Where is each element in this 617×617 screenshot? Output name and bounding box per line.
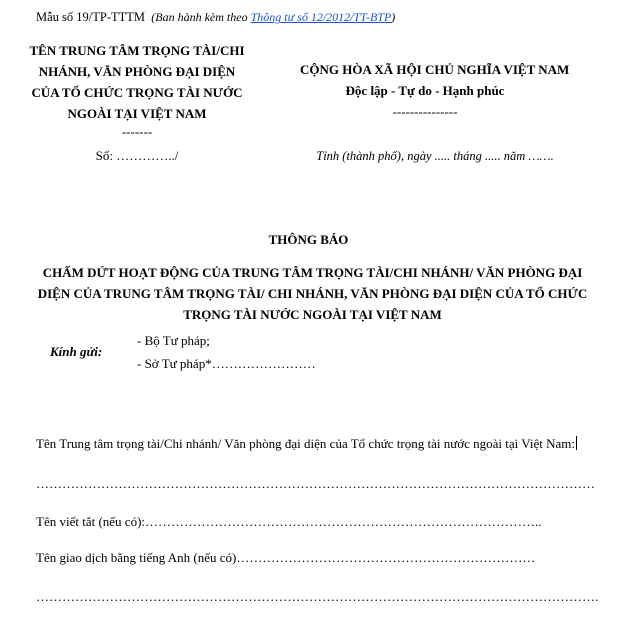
form-code-line: [36, 10, 395, 25]
national-motto: Độc lập - Tự do - Hạnh phúc: [345, 83, 505, 98]
country-name: CỘNG HÒA XÃ HỘI CHỦ NGHĨA VIỆT NAM: [300, 62, 570, 77]
text-cursor: [576, 436, 577, 450]
document-number: Số: …………../: [95, 148, 179, 163]
issued-suffix: ): [391, 10, 396, 24]
organization-name: TÊN TRUNG TÂM TRỌNG TÀI/CHI NHÁNH, VĂN PHÒNG ĐẠI DIỆN CỦA TỔ CHỨC TRỌNG TÀI NƯỚC NGOÀI TẠI VIỆT NAM: [29, 43, 245, 121]
form-code: Mẫu số 19/TP-TTTM: [36, 10, 146, 24]
recipient-department: - Sở Tư pháp*……………………: [137, 356, 316, 371]
document-subject: CHẤM DỨT HOẠT ĐỘNG CỦA TRUNG TÂM TRỌNG TÀI/CHI NHÁNH/ VĂN PHÒNG ĐẠI DIỆN CỦA TRUNG TÂM TRỌNG TÀI/ CHI NHÁNH, VĂN PHÒNG ĐẠI DIỆN CỦA TỔ CHỨC TRỌNG TÀI NƯỚC NGOÀI TẠI VIỆT NAM: [37, 265, 588, 322]
circular-link[interactable]: Thông tư số 12/2012/TT-BTP: [250, 10, 392, 24]
left-divider: -------: [121, 124, 153, 139]
issued-note: [151, 10, 395, 24]
right-divider: ---------------: [392, 104, 458, 119]
field-center-name-blank[interactable]: …………………………………………………………………………………………………………………: [36, 476, 595, 491]
recipient-ministry: - Bộ Tư pháp;: [137, 333, 210, 348]
recipients-label: Kính gửi:: [50, 344, 103, 359]
field-english-name[interactable]: Tên giao dịch bằng tiếng Anh (nếu có)……………………………………………………………: [36, 550, 536, 565]
field-center-name[interactable]: [36, 436, 577, 452]
field-abbreviation[interactable]: Tên viết tắt (nếu có):………………………………………………………………………………..: [36, 514, 542, 529]
issued-prefix: (Ban hành kèm theo: [151, 10, 251, 24]
field-center-name-label: Tên Trung tâm trọng tài/Chi nhánh/ Văn phòng đại diện của Tổ chức trọng tài nước ngoài tại Việt Nam:: [36, 436, 576, 451]
place-date: Tỉnh (thành phố), ngày ..... tháng ..... năm …….: [316, 149, 554, 163]
document-title: THÔNG BÁO: [268, 232, 349, 247]
field-english-name-blank[interactable]: ………………………………………………………………………………………………………………….: [36, 589, 599, 604]
